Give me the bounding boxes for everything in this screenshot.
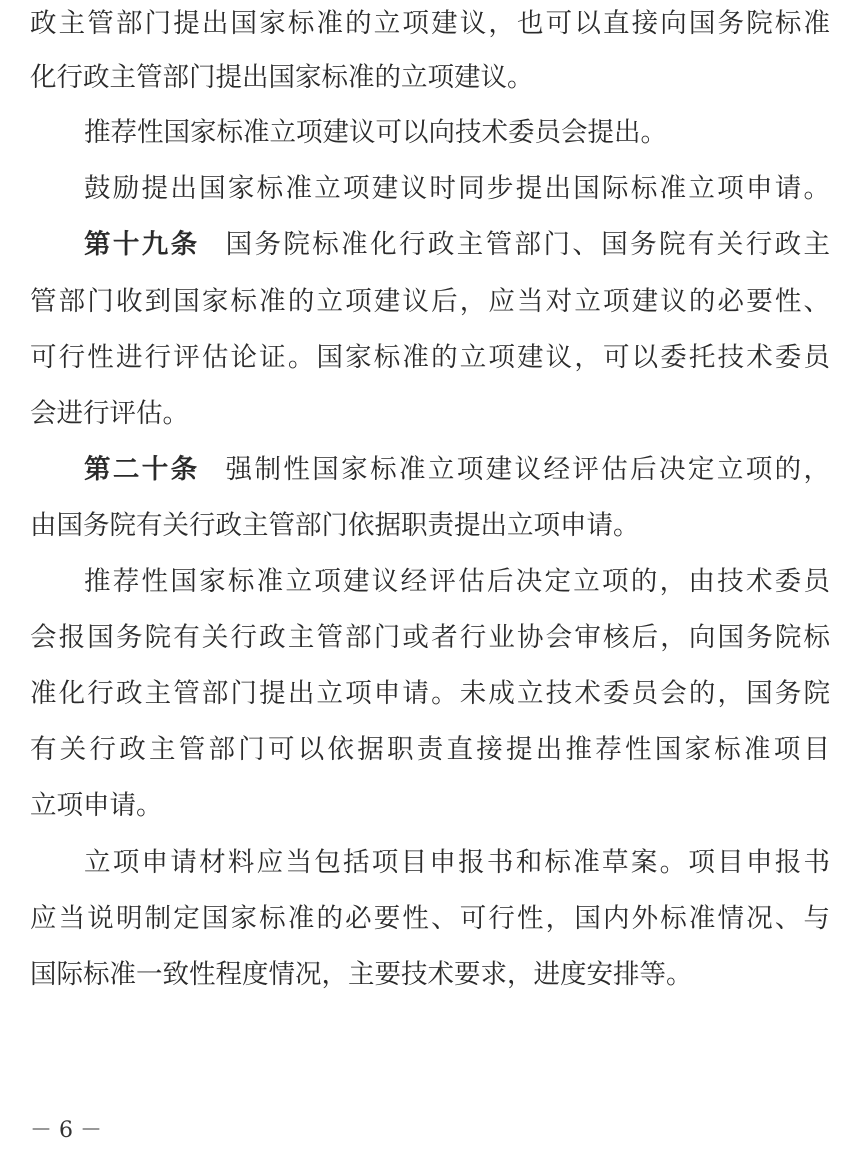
article-20-line <box>84 451 830 489</box>
text-line: 鼓励提出国家标准立项建议时同步提出国际标准立项申请。 <box>84 173 830 204</box>
text-line: 化行政主管部门提出国家标准的立项建议。 <box>30 62 534 93</box>
text-line: 推荐性国家标准立项建议可以向技术委员会提出。 <box>84 117 667 148</box>
article-number: 第十九条 <box>84 229 200 260</box>
text-line: 应当说明制定国家标准的必要性、可行性，国内外标准情况、与 <box>30 903 830 934</box>
text-line: 可行性进行评估论证。国家标准的立项建议，可以委托技术委员 <box>30 342 830 373</box>
text-line: 立项申请。 <box>30 790 163 821</box>
article-number: 第二十条 <box>84 454 200 485</box>
text-line: 立项申请材料应当包括项目申报书和标准草案。项目申报书 <box>84 847 830 878</box>
text-line: 由国务院有关行政主管部门依据职责提出立项申请。 <box>30 510 640 541</box>
text-line: 政主管部门提出国家标准的立项建议，也可以直接向国务院标准 <box>30 8 830 39</box>
article-text: 国务院标准化行政主管部门、国务院有关行政主 <box>225 229 831 260</box>
text-line: 管部门收到国家标准的立项建议后，应当对立项建议的必要性、 <box>30 286 830 317</box>
text-line: 国际标准一致性程度情况，主要技术要求，进度安排等。 <box>30 959 693 990</box>
text-line: 有关行政主管部门可以依据职责直接提出推荐性国家标准项目 <box>30 734 830 765</box>
article-19-line <box>84 226 830 264</box>
text-line: 推荐性国家标准立项建议经评估后决定立项的，由技术委员 <box>84 566 830 597</box>
page-number: － 6 － <box>30 1118 102 1143</box>
text-line: 会进行评估。 <box>30 398 189 429</box>
text-line: 准化行政主管部门提出立项申请。未成立技术委员会的，国务院 <box>30 678 830 709</box>
article-text: 强制性国家标准立项建议经评估后决定立项的， <box>225 454 831 485</box>
text-line: 会报国务院有关行政主管部门或者行业协会审核后，向国务院标 <box>30 622 830 653</box>
